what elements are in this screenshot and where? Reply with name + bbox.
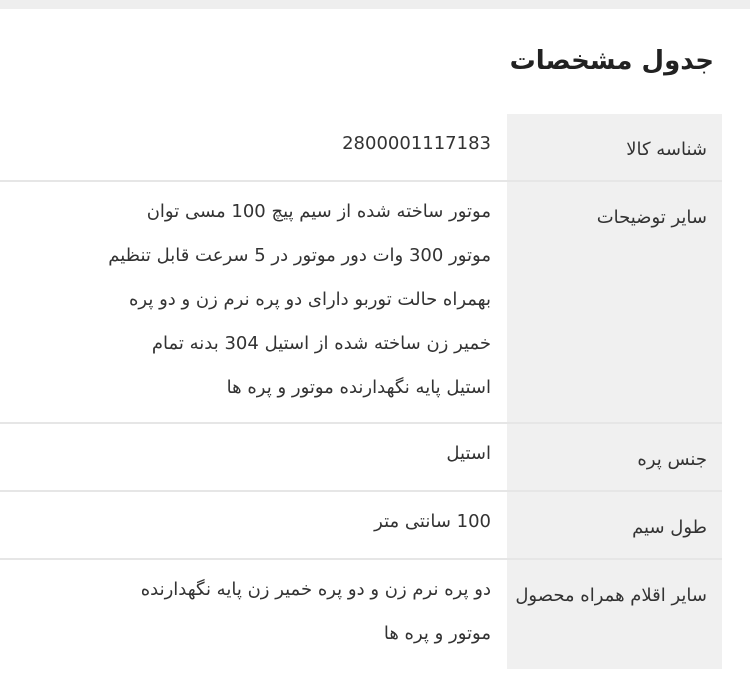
spec-row-product-id xyxy=(0,114,722,182)
specs-table xyxy=(0,114,722,669)
spec-value: 2800001117183 xyxy=(342,133,491,154)
spec-value: موتور ساخته شده از سیم پیچ 100 مسی توان موتور 300 وات دور موتور در 5 سرعت قابل تنظیم بهمراه حالت توربو دارای دو پره نرم زن و دو پره خمیر زن ساخته شده از استیل 304 بدنه تمام استیل پایه نگهدارنده موتور و پره ها xyxy=(108,201,491,398)
spec-label: سایر اقلام همراه محصول xyxy=(507,560,722,669)
spec-label: شناسه کالا xyxy=(507,114,722,180)
top-divider-strip xyxy=(0,0,750,9)
spec-row-included-items xyxy=(0,560,722,669)
spec-value: دو پره نرم زن و دو پره خمیر زن پایه نگهدارنده موتور و پره ها xyxy=(140,579,491,644)
spec-row-blade-material xyxy=(0,424,722,492)
spec-value: استیل xyxy=(446,443,491,464)
specs-title: جدول مشخصات xyxy=(509,46,714,76)
spec-label: طول سیم xyxy=(507,492,722,558)
spec-label: جنس پره xyxy=(507,424,722,490)
spec-row-other-description xyxy=(0,182,722,424)
spec-row-cable-length xyxy=(0,492,722,560)
spec-label: سایر توضیحات xyxy=(507,182,722,422)
spec-value: 100 سانتی متر xyxy=(374,511,491,532)
